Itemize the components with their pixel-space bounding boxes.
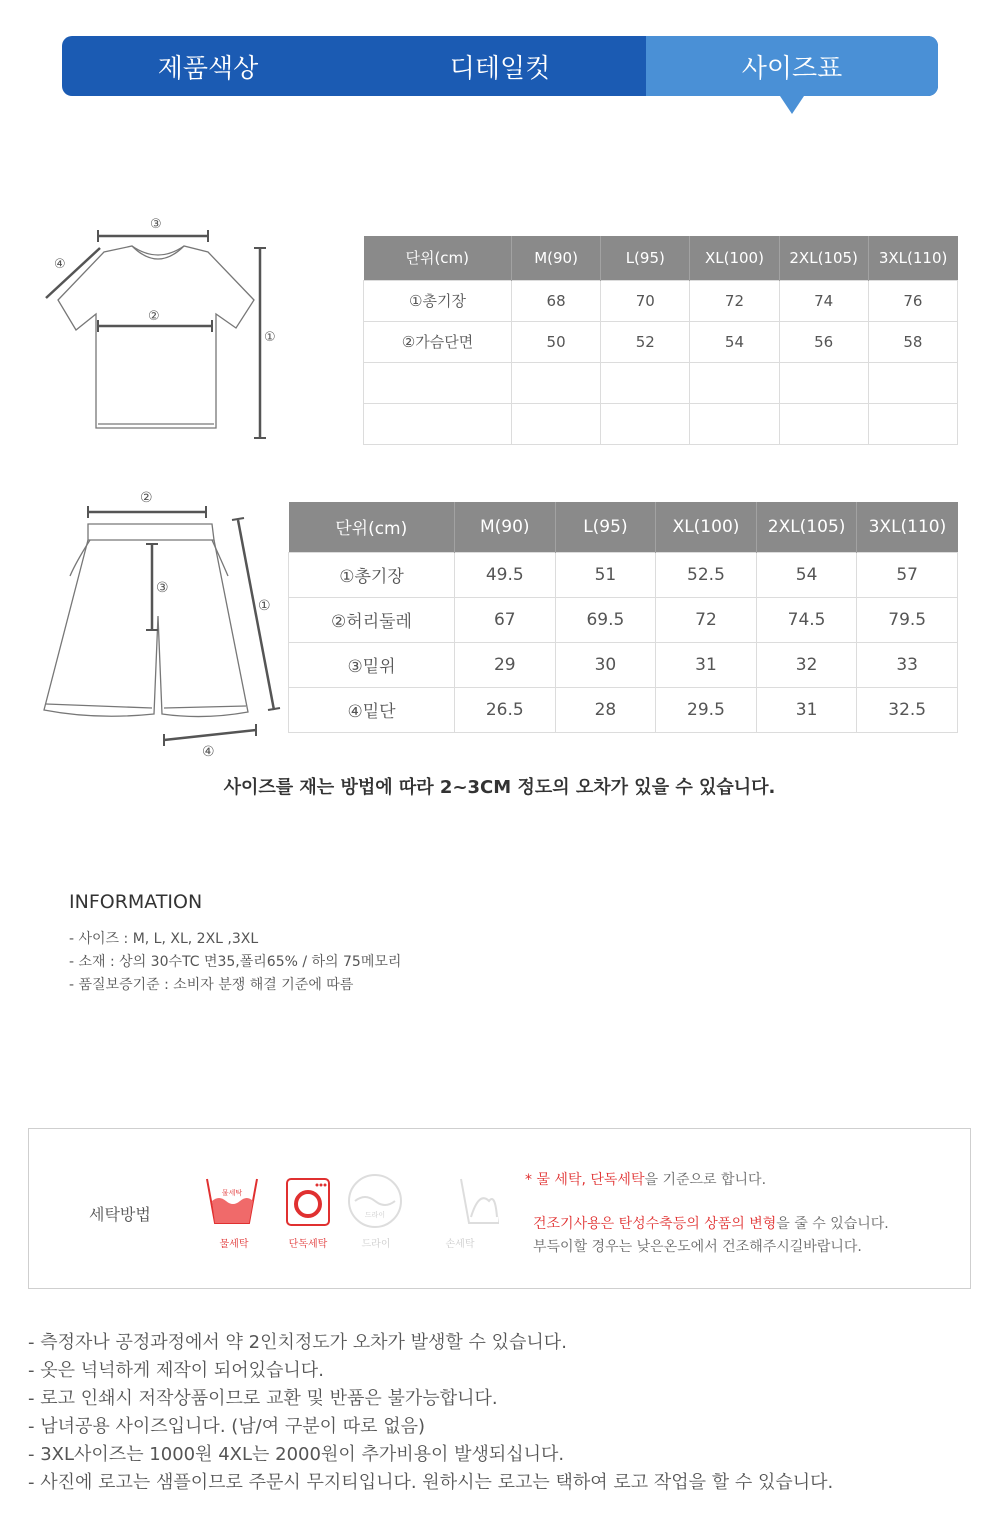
dry-clean-icon [349, 1175, 401, 1227]
table-cell: 74.5 [756, 597, 857, 642]
washing-line-3: 부득이할 경우는 낮은온도에서 건조해주시길바랍니다. [533, 1239, 862, 1255]
table-cell: 32.5 [857, 687, 958, 732]
information-title: INFORMATION [69, 891, 203, 913]
information-list [69, 928, 401, 997]
table-cell [868, 403, 957, 444]
table-cell: ②가슴단면 [364, 321, 512, 362]
table-cell: 52.5 [656, 552, 757, 597]
washing-line-1 [525, 1169, 889, 1192]
tshirt-diagram [40, 210, 290, 445]
table-cell: 50 [512, 321, 601, 362]
table-cell [601, 403, 690, 444]
table-cell: 29 [455, 642, 556, 687]
table-cell: 74 [779, 280, 868, 321]
header-2xl: 2XL(105) [779, 236, 868, 280]
table-cell [690, 403, 779, 444]
washing-label: 세탁방법 [89, 1205, 151, 1224]
table-cell [364, 362, 512, 403]
tab-product-color[interactable]: 제품색상 [157, 53, 259, 84]
header-2xl: 2XL(105) [756, 502, 857, 552]
table-cell: 58 [868, 321, 957, 362]
table-cell [512, 403, 601, 444]
table-row [289, 642, 958, 687]
tshirt-label-2: ② [148, 309, 160, 324]
table-cell: 52 [601, 321, 690, 362]
list-item: - 사진에 로고는 샘플이므로 주문시 무지티입니다. 원하시는 로고는 택하여 로고 작업을 할 수 있습니다. [28, 1472, 834, 1493]
list-item: - 측정자나 공정과정에서 약 2인치정도가 오차가 발생할 수 있습니다. [28, 1332, 567, 1353]
table-cell: 69.5 [555, 597, 656, 642]
table-header-row [364, 236, 958, 280]
table-cell: ③밑위 [289, 642, 455, 687]
header-xl: XL(100) [690, 236, 779, 280]
table-cell: 68 [512, 280, 601, 321]
bottom-size-table [288, 502, 958, 733]
wash-icons-group [199, 1171, 499, 1241]
table-cell: 29.5 [656, 687, 757, 732]
table-cell [601, 362, 690, 403]
table-cell [690, 362, 779, 403]
table-header-row [289, 502, 958, 552]
tshirt-label-1: ① [264, 330, 276, 345]
water-wash-caption: 물세탁 [219, 1239, 249, 1250]
table-cell: 32 [756, 642, 857, 687]
list-item: - 소재 : 상의 30수TC 면35,폴리65% / 하의 75메모리 [69, 954, 402, 970]
table-cell: 72 [690, 280, 779, 321]
single-wash-caption: 단독세탁 [288, 1239, 328, 1250]
header-m: M(90) [455, 502, 556, 552]
table-cell: 56 [779, 321, 868, 362]
table-cell: 26.5 [455, 687, 556, 732]
table-row [289, 597, 958, 642]
table-cell: 49.5 [455, 552, 556, 597]
header-m: M(90) [512, 236, 601, 280]
table-cell: 72 [656, 597, 757, 642]
washing-standard-highlight: 물 세탁, 단독세탁 [536, 1172, 645, 1188]
bottom-notes-list [28, 1329, 833, 1497]
table-cell: 31 [656, 642, 757, 687]
list-item: - 3XL사이즈는 1000원 4XL는 2000원이 추가비용이 발생되십니다. [28, 1444, 565, 1465]
table-row [364, 403, 958, 444]
table-row [364, 280, 958, 321]
header-3xl: 3XL(110) [868, 236, 957, 280]
table-cell: 54 [756, 552, 857, 597]
washing-instructions [525, 1169, 889, 1259]
list-item: - 남녀공용 사이즈입니다. (남/여 구분이 따로 없음) [28, 1416, 426, 1437]
table-cell [364, 403, 512, 444]
table-cell: 30 [555, 642, 656, 687]
single-wash-icon [287, 1179, 329, 1225]
list-item: - 품질보증기준 : 소비자 분쟁 해결 기준에 따름 [69, 977, 354, 993]
table-row [364, 362, 958, 403]
table-cell: 51 [555, 552, 656, 597]
table-cell [512, 362, 601, 403]
water-wash-icon [207, 1179, 257, 1223]
dryer-warning-rest: 을 줄 수 있습니다. [776, 1216, 889, 1232]
table-cell [779, 362, 868, 403]
shorts-label-4: ④ [202, 744, 215, 759]
table-cell: ②허리둘레 [289, 597, 455, 642]
table-row [289, 687, 958, 732]
size-measurement-note: 사이즈를 재는 방법에 따라 2~3CM 정도의 오차가 있을 수 있습니다. [223, 777, 776, 798]
hand-wash-caption: 손세탁 [445, 1239, 475, 1250]
shorts-diagram [36, 484, 286, 759]
tab-detail-cut[interactable]: 디테일컷 [449, 53, 551, 84]
washing-guide-box [28, 1128, 971, 1289]
table-cell: 31 [756, 687, 857, 732]
dry-clean-caption: 드라이 [361, 1239, 391, 1250]
table-cell: 28 [555, 687, 656, 732]
washing-line-2 [525, 1213, 889, 1236]
header-3xl: 3XL(110) [857, 502, 958, 552]
list-item: - 로고 인쇄시 저작상품이므로 교환 및 반품은 불가능합니다. [28, 1388, 498, 1409]
washing-standard-rest: 을 기준으로 합니다. [644, 1172, 767, 1188]
tab-bar [62, 36, 938, 96]
dry-clean-inner-text: 드라이 [364, 1211, 386, 1219]
header-unit: 단위(cm) [364, 236, 512, 280]
washing-star: * [525, 1172, 532, 1188]
tab-size-chart[interactable]: 사이즈표 [646, 36, 938, 96]
list-item: - 옷은 넉넉하게 제작이 되어있습니다. [28, 1360, 324, 1381]
water-wash-inner-text: 물세탁 [221, 1189, 243, 1197]
header-unit: 단위(cm) [289, 502, 455, 552]
tshirt-label-3: ③ [150, 217, 162, 232]
table-cell: 79.5 [857, 597, 958, 642]
table-cell: 67 [455, 597, 556, 642]
header-xl: XL(100) [656, 502, 757, 552]
table-row [289, 552, 958, 597]
table-cell: 54 [690, 321, 779, 362]
shorts-label-3: ③ [156, 580, 169, 596]
table-cell: ①총기장 [289, 552, 455, 597]
table-cell: 70 [601, 280, 690, 321]
dryer-warning-highlight: 건조기사용은 탄성수축등의 상품의 변형 [533, 1216, 777, 1232]
table-cell: 76 [868, 280, 957, 321]
table-row [364, 321, 958, 362]
table-cell: ①총기장 [364, 280, 512, 321]
table-cell [779, 403, 868, 444]
hand-wash-icon [461, 1179, 499, 1223]
table-cell: ④밑단 [289, 687, 455, 732]
tshirt-label-4: ④ [54, 257, 66, 272]
header-l: L(95) [555, 502, 656, 552]
table-cell: 33 [857, 642, 958, 687]
header-l: L(95) [601, 236, 690, 280]
table-cell: 57 [857, 552, 958, 597]
list-item: - 사이즈 : M, L, XL, 2XL ,3XL [69, 931, 259, 947]
shorts-label-1: ① [258, 598, 271, 614]
shorts-label-2: ② [140, 490, 153, 506]
top-size-table [363, 236, 958, 445]
table-cell [868, 362, 957, 403]
